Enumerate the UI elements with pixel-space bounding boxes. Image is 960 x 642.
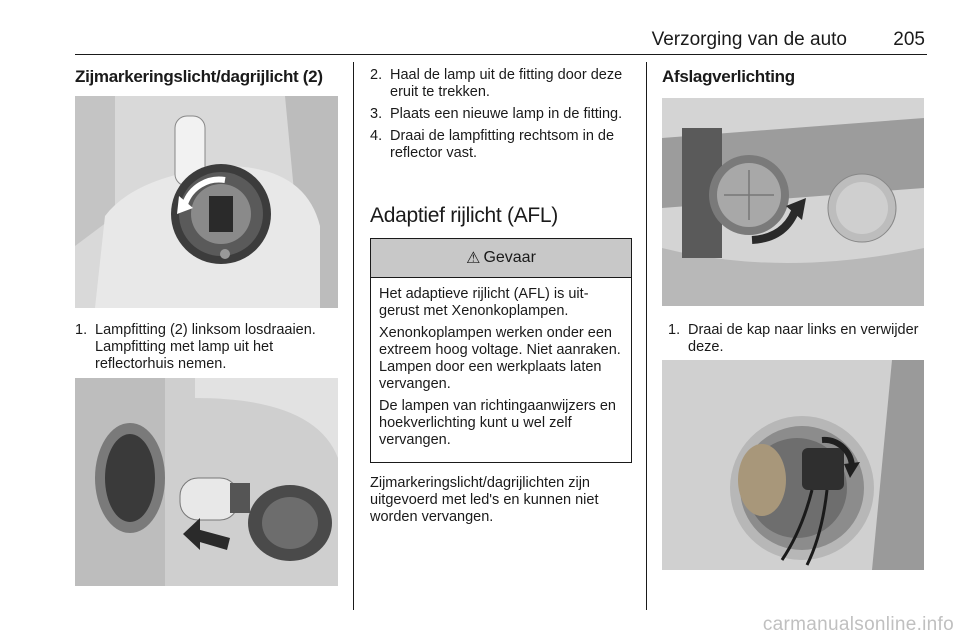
bulb-removal-photo [75,378,338,586]
list-item: 2. Haal de lamp uit de fitting door deze eruit te trekken. [370,67,623,100]
danger-paragraph: Het adaptieve rijlicht (AFL) is uitgerust met Xenonkoplampen. [379,286,589,319]
list-item: 1. Lampfitting (2) linksom losdraaien. Lampfitting met lamp uit het reflectorhuis nemen. [75,322,316,372]
section-title: Verzorging van de auto [651,29,847,50]
bulb-socket-photo [75,96,338,308]
list-item: 4. Draai de lampfitting rechtsom in de reflector vast. [370,128,615,161]
warning-triangle-icon: ⚠ [466,250,481,267]
column-divider-1 [353,62,354,610]
watermark: carmanualsonline.info [762,614,954,635]
page-header [75,28,927,55]
danger-paragraph: De lampen van richtingaanwijzers en hoekverlichting kunt u wel zelf vervangen. [379,398,616,448]
danger-box [370,238,632,463]
list-item: 1. Draai de kap naar links en verwijder deze. [668,322,919,355]
right-steps [668,322,926,361]
headlamp-cover-photo [662,98,924,306]
danger-paragraph: Xenonkoplampen werken onder een extreem hoog voltage. Niet aanraken. Lampen door een werkplaats laten vervangen. [379,325,621,392]
page-number: 205 [893,29,925,50]
column-divider-2 [646,62,647,610]
right-heading: Afslagverlichting [662,67,795,86]
bulb-holder-photo [662,360,924,570]
danger-title: Gevaar [483,249,536,266]
led-note: Zijmarkeringslicht/dagrijlichten zijn uitgevoerd met led's en kunnen niet worden vervangen. [370,475,599,525]
middle-steps [370,67,632,167]
danger-box-body [371,278,631,462]
danger-box-header [371,239,631,278]
left-heading: Zijmarkeringslicht/dagrijlicht (2) [75,67,323,86]
list-item: 3. Plaats een nieuwe lamp in de fitting. [370,106,623,122]
afl-heading: Adaptief rijlicht (AFL) [370,204,558,227]
left-steps [75,322,345,378]
